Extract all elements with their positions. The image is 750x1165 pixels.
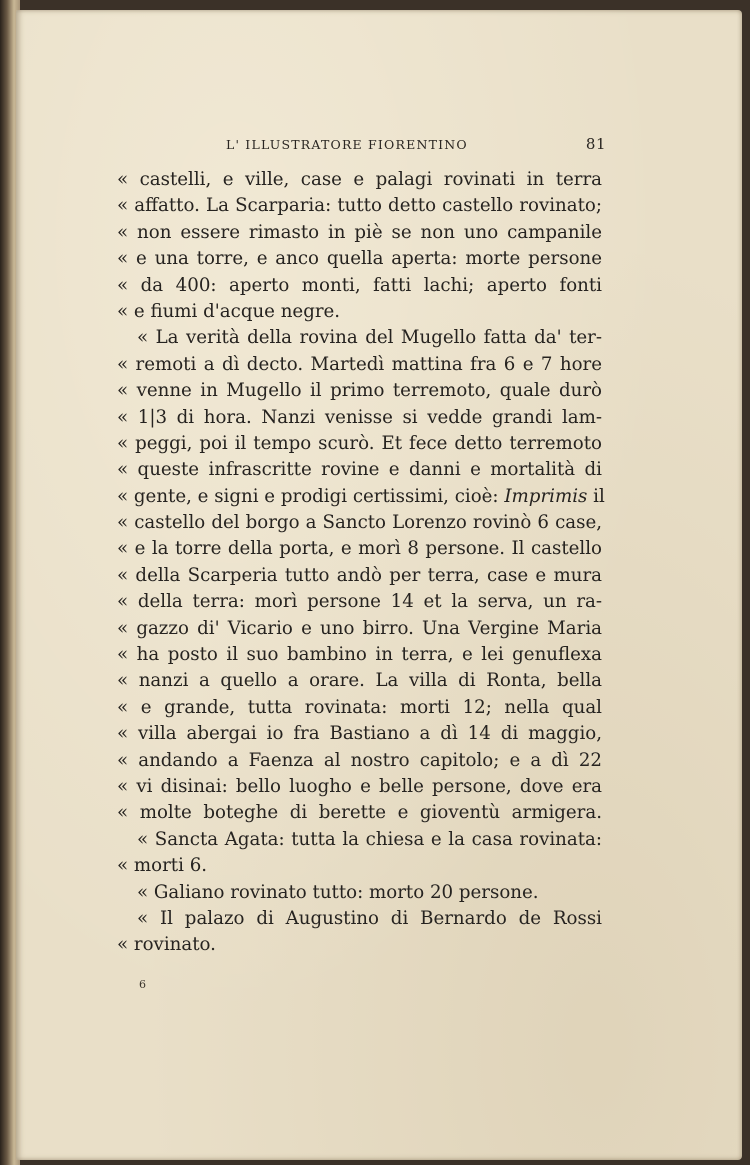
text-line: « della Scarperia tutto andò per terra, case e mura xyxy=(117,564,602,586)
text-line: « La verità della rovina del Mugello fatta da' ter- xyxy=(137,327,602,349)
text-line: « rovinato. xyxy=(117,934,216,956)
text-line: « castelli, e ville, case e palagi rovinati in terra xyxy=(117,169,602,190)
text-line: « morti 6. xyxy=(117,855,208,877)
text-segment: « gente, e signi e prodigi certissimi, cioè: xyxy=(117,485,499,507)
running-title: L' ILLUSTRATORE FIORENTINO xyxy=(226,137,468,152)
text-line: « venne in Mugello il primo terremoto, quale durò xyxy=(117,380,602,402)
text-line: « andando a Faenza al nostro capitolo; e a dì 22 xyxy=(117,749,602,771)
text-line: « molte boteghe di berette e gioventù armigera. xyxy=(117,802,602,824)
text-line: « nanzi a quello a orare. La villa di Ronta, bella xyxy=(117,670,602,692)
text-line: « ha posto il suo bambino in terra, e lei genuflexa xyxy=(117,644,602,666)
text-line: « remoti a dì decto. Martedì mattina fra 6 e 7 hore xyxy=(117,353,602,375)
text-line: « della terra: morì persone 14 et la serva, un ra- xyxy=(117,591,602,613)
text-line: « vi disinai: bello luogho e belle persone, dove era xyxy=(117,775,602,797)
text-line: « gazzo di' Vicario e uno birro. Una Vergine Maria xyxy=(117,617,602,639)
text-line: « non essere rimasto in piè se non uno campanile xyxy=(117,221,602,243)
text-line: « castello del borgo a Sancto Lorenzo rovinò 6 case, xyxy=(117,512,602,534)
text-line: « Il palazo di Augustino di Bernardo de Rossi xyxy=(137,907,602,929)
text-line: « 1|3 di hora. Nanzi venisse si vedde grandi lam- xyxy=(117,406,602,428)
text-line: « affatto. La Scarparia: tutto detto castello rovinato; xyxy=(117,195,602,217)
text-line: « e la torre della porta, e morì 8 persone. Il castello xyxy=(117,538,602,560)
text-line: « Galiano rovinato tutto: morto 20 persone. xyxy=(137,881,539,903)
text-line: « e fiumi d'acque negre. xyxy=(117,300,341,322)
text-line: « Sancta Agata: tutta la chiesa e la casa rovinata: xyxy=(137,828,602,850)
text-line: « e grande, tutta rovinata: morti 12; nella qual xyxy=(117,696,602,718)
text-line: « queste infrascritte rovine e danni e mortalità di xyxy=(117,459,602,481)
text-line: « peggi, poi il tempo scurò. Et fece detto terremoto xyxy=(117,432,602,454)
page-number: 81 xyxy=(585,135,606,153)
text-segment: il xyxy=(593,485,605,507)
signature-mark: 6 xyxy=(139,978,146,991)
text-line: « villa abergai io fra Bastiano a dì 14 di maggio, xyxy=(117,723,602,745)
text-line: « da 400: aperto monti, fatti lachi; aperto fonti xyxy=(117,274,602,296)
text-line: « e una torre, e anco quella aperta: morte persone xyxy=(117,248,602,270)
body-text xyxy=(117,167,605,959)
italic-word: Imprimis xyxy=(504,485,588,507)
text-line-with-italic xyxy=(117,484,605,510)
